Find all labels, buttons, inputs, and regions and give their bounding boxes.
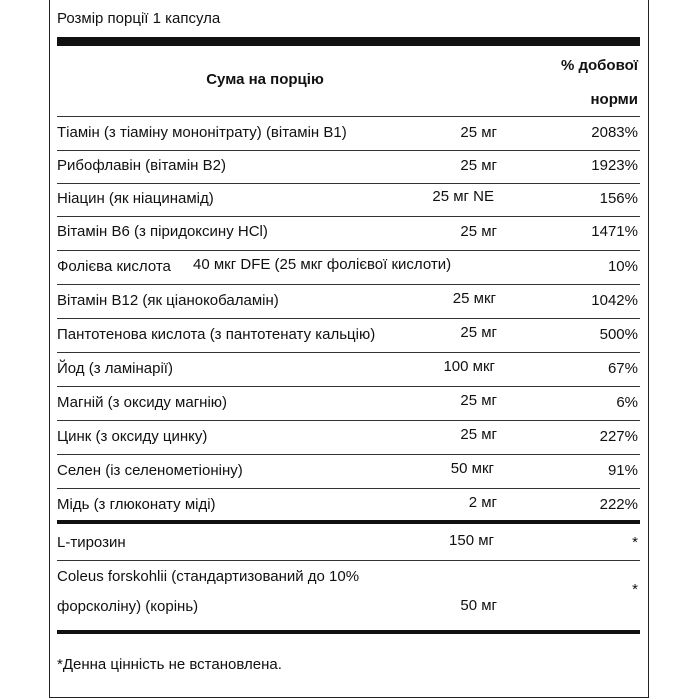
divider <box>57 183 640 184</box>
ingredient-name-line1: Coleus forskohlii (стандартизований до 10% <box>57 568 360 585</box>
supplement-facts-panel <box>49 0 649 698</box>
nutrient-name: Селен (із селенометіоніну) <box>57 462 243 479</box>
nutrient-dv: 10% <box>607 258 638 275</box>
nutrient-amount: 25 мкг <box>452 290 496 307</box>
divider <box>57 454 640 455</box>
daily-value-header-line2: норми <box>590 91 638 108</box>
nutrient-dv: 1471% <box>591 223 638 240</box>
nutrient-name: Пантотенова кислота (з пантотенату кальцію) <box>57 326 376 343</box>
divider <box>57 420 640 421</box>
daily-value-header-line1: % добової <box>560 57 638 74</box>
divider <box>57 116 640 117</box>
divider <box>57 488 640 489</box>
ingredient-name: L-тирозин <box>57 534 126 551</box>
section-divider <box>57 630 640 634</box>
nutrient-amount: 40 мкг DFE (25 мкг фолієвої кислоти) <box>193 256 452 273</box>
nutrient-dv: 1923% <box>591 157 638 174</box>
nutrient-dv: 1042% <box>591 292 638 309</box>
divider <box>57 284 640 285</box>
nutrient-dv: 500% <box>599 326 638 343</box>
nutrient-amount: 50 мкг <box>450 460 494 477</box>
nutrient-name: Магній (з оксиду магнію) <box>57 394 228 411</box>
nutrient-dv: 67% <box>607 360 638 377</box>
ingredient-dv: * <box>632 581 638 598</box>
header-bar <box>57 37 640 46</box>
divider <box>57 150 640 151</box>
ingredient-amount: 50 мг <box>460 597 497 614</box>
nutrient-name: Ніацин (як ніацинамід) <box>57 190 214 207</box>
nutrient-dv: 6% <box>616 394 638 411</box>
divider <box>57 352 640 353</box>
nutrient-name: Вітамін B6 (з піридоксину HCl) <box>57 223 268 240</box>
nutrient-name: Фолієва кислота <box>57 258 171 275</box>
nutrient-amount: 2 мг <box>468 494 497 511</box>
nutrient-amount: 25 мг <box>460 157 497 174</box>
divider <box>57 560 640 561</box>
divider <box>57 216 640 217</box>
nutrient-amount: 25 мг <box>460 223 497 240</box>
nutrient-amount: 25 мг NE <box>432 188 494 205</box>
divider <box>57 386 640 387</box>
footnote: *Денна цінність не встановлена. <box>57 656 282 673</box>
nutrient-name: Цинк (з оксиду цинку) <box>57 428 208 445</box>
nutrient-dv: 156% <box>599 190 638 207</box>
nutrient-dv: 2083% <box>591 124 638 141</box>
nutrient-amount: 100 мкг <box>443 358 495 375</box>
nutrient-dv: 227% <box>599 428 638 445</box>
nutrient-name: Тіамін (з тіаміну мононітрату) (вітамін B1) <box>57 124 347 141</box>
nutrient-dv: 91% <box>607 462 638 479</box>
nutrient-amount: 25 мг <box>460 124 497 141</box>
section-divider <box>57 520 640 524</box>
serving-size: Розмір порції 1 капсула <box>57 10 221 27</box>
divider <box>57 318 640 319</box>
ingredient-dv: * <box>632 534 638 551</box>
ingredient-amount: 150 мг <box>449 532 494 549</box>
nutrient-amount: 25 мг <box>460 324 497 341</box>
other-ingredient-row <box>57 568 640 628</box>
nutrient-name: Мідь (з глюконату міді) <box>57 496 216 513</box>
nutrient-name: Рибофлавін (вітамін B2) <box>57 157 226 174</box>
nutrient-dv: 222% <box>599 496 638 513</box>
amount-per-serving-header: Сума на порцію <box>206 71 324 88</box>
nutrient-amount: 25 мг <box>460 392 497 409</box>
divider <box>57 250 640 251</box>
ingredient-name-line2: форсколіну) (корінь) <box>57 598 199 615</box>
nutrient-name: Вітамін B12 (як ціанокобаламін) <box>57 292 279 309</box>
nutrient-amount: 25 мг <box>460 426 497 443</box>
nutrient-name: Йод (з ламінарії) <box>57 360 173 377</box>
